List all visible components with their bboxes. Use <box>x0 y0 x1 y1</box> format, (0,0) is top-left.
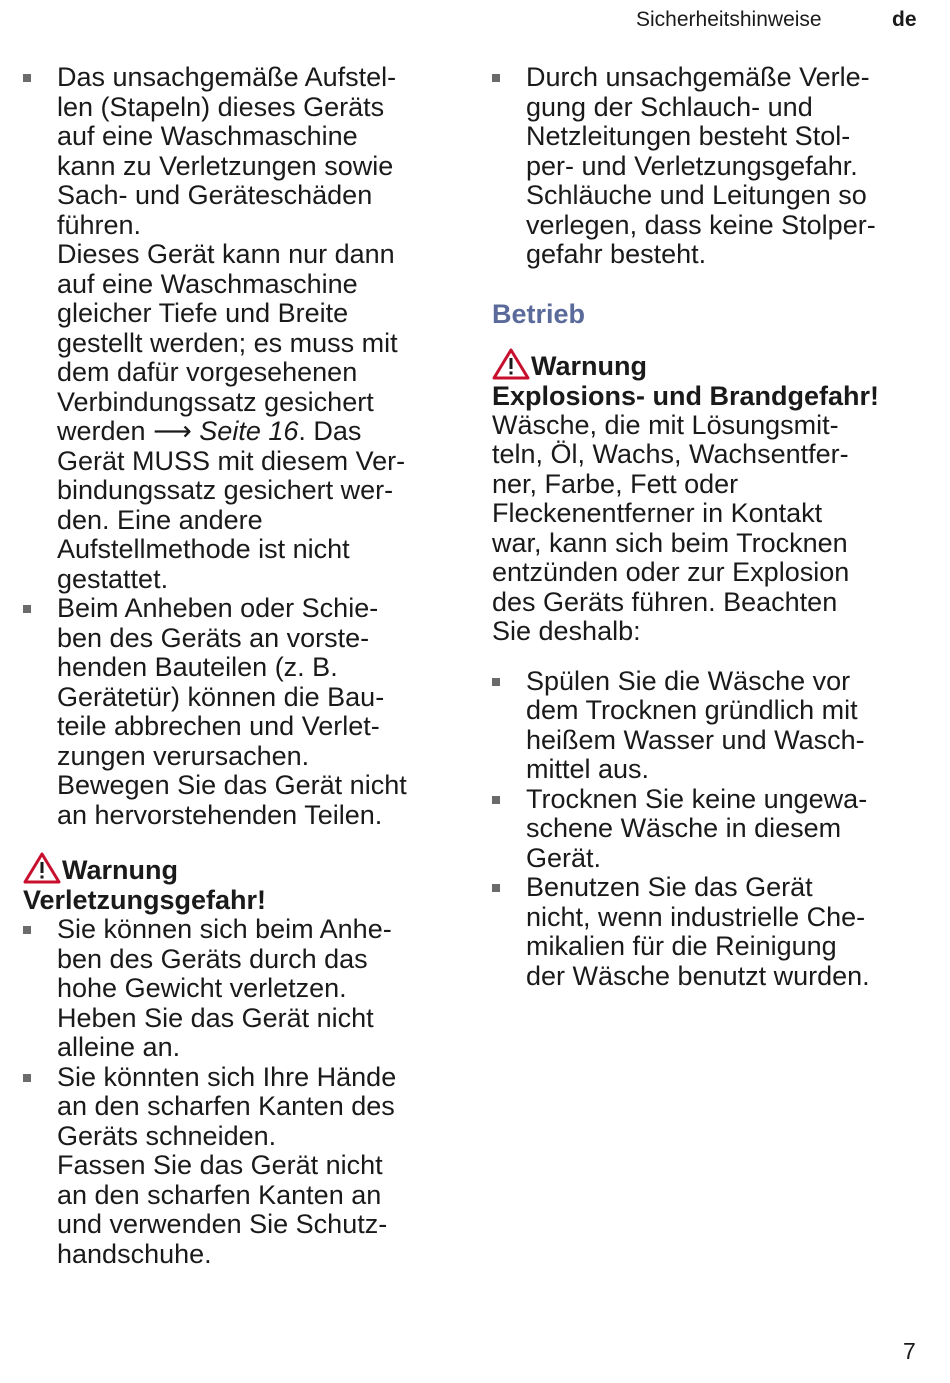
list-item-text: Beim Anheben oder Schie- ben des Geräts an vorste- henden Bauteilen (z. B. Gerätetür) können die Bau- teile abbrechen und Verlet- zungen verursachen. Bewegen Sie das Gerät nicht an hervorstehenden Teilen. <box>57 593 407 830</box>
section-heading-betrieb: Betrieb <box>492 298 586 329</box>
list-item-text: Sie könnten sich Ihre Hände an den scharfen Kanten des Geräts schneiden. Fassen Sie das Gerät nicht an den scharfen Kanten an und verwenden Sie Schutz- handschuhe. <box>57 1061 397 1269</box>
page-reference-link[interactable]: Seite 16 <box>199 416 299 446</box>
warning-title: Warnung <box>23 852 453 885</box>
list-item <box>23 594 453 830</box>
list-item <box>492 873 932 991</box>
square-bullet-icon <box>492 796 500 804</box>
list-item <box>492 63 932 270</box>
right-bullet-list-2 <box>492 667 932 992</box>
list-item-text: Durch unsachgemäße Verle- gung der Schlauch- und Netzleitungen besteht Stol- per- und Verletzungsgefahr. Schläuche und Leitungen so verlegen, dass keine Stolper- gefahr besteht. <box>526 62 876 269</box>
warning-subtitle: Explosions- und Brandgefahr! <box>492 380 880 411</box>
square-bullet-icon <box>492 884 500 892</box>
square-bullet-icon <box>23 605 31 613</box>
list-item-text: Spülen Sie die Wäsche vor dem Trocknen gründlich mit heißem Wasser und Wasch- mittel aus. <box>526 665 865 784</box>
list-item <box>492 667 932 785</box>
warning-subtitle: Verletzungsgefahr! <box>23 885 267 915</box>
arrow-right-icon: ⟶ <box>153 416 192 446</box>
warning-title: Warnung <box>492 348 932 381</box>
warning-paragraph: Wäsche, die mit Lösungsmit- teln, Öl, Wachs, Wachsentfer- ner, Farbe, Fett oder Fleckenentferner in Kontakt war, kann sich beim Trocknen entzünden oder zur Explosion des Geräts führen. Beachten Sie deshalb: <box>492 409 850 646</box>
left-column <box>23 63 453 1269</box>
running-header-language: de <box>892 8 917 31</box>
warning-triangle-icon <box>492 348 530 380</box>
square-bullet-icon <box>23 1074 31 1082</box>
list-item-text: Trocknen Sie keine ungewa- schene Wäsche in diesem Gerät. <box>526 783 868 873</box>
right-bullet-list-1 <box>492 63 932 270</box>
list-item-text: Benutzen Sie das Gerät nicht, wenn industrielle Che- mikalien für die Reinigung der Wäsche benutzt wurden. <box>526 872 870 991</box>
list-item-text: Das unsachgemäße Aufstel- len (Stapeln) dieses Geräts auf eine Waschmaschine kann zu Verletzungen sowie Sach- und Geräteschäden führen. Dieses Gerät kann nur dann auf eine Waschmaschine gleicher Tiefe und Breite gestellt werden; es muss mit dem dafür vorgesehenen Verbindungssatz gesichert werden ⟶ Seite 16. Das Gerät MUSS mit diesem Ver- bindungssatz gesichert wer- den. Eine andere Aufstellmethode ist nicht gestattet. <box>57 63 453 594</box>
page-number: 7 <box>903 1338 916 1364</box>
left-bullet-list-1 <box>23 63 453 830</box>
left-bullet-list-2 <box>23 915 453 1269</box>
list-item-text: Sie können sich beim Anhe- ben des Geräts durch das hohe Gewicht verletzen. Heben Sie das Gerät nicht alleine an. <box>57 914 392 1062</box>
list-item <box>23 63 453 594</box>
right-column <box>492 63 932 991</box>
square-bullet-icon <box>23 74 31 82</box>
square-bullet-icon <box>492 678 500 686</box>
warning-triangle-icon <box>23 852 61 884</box>
list-item <box>492 785 932 874</box>
list-item <box>23 915 453 1063</box>
square-bullet-icon <box>23 926 31 934</box>
running-header-section: Sicherheitshinweise <box>636 8 822 31</box>
list-item <box>23 1063 453 1270</box>
page-reference-line: werden ⟶ Seite 16. Das <box>57 416 362 446</box>
square-bullet-icon <box>492 74 500 82</box>
